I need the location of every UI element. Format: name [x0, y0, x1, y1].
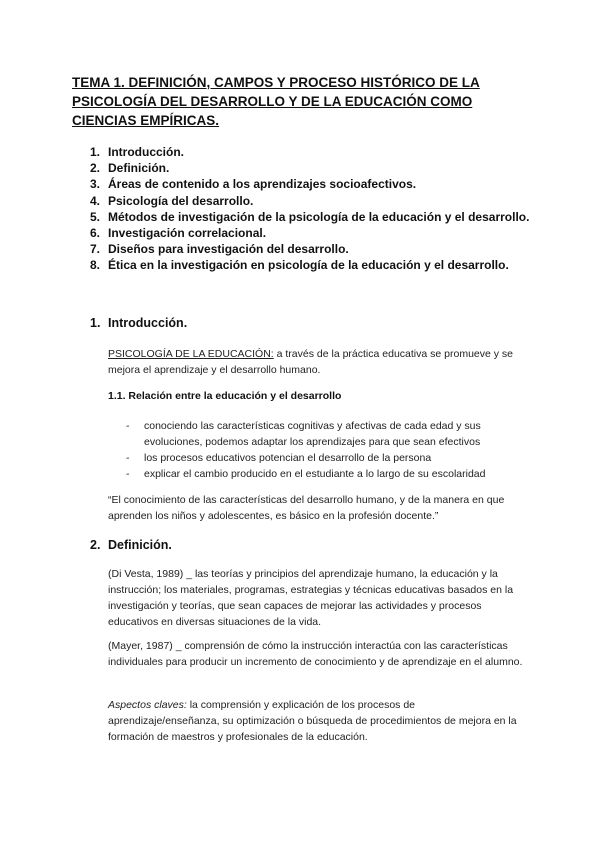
definition-text: a través de la práctica educativa se promueve y se mejora el aprendizaje y el desarrollo humano. [108, 348, 514, 376]
document-title: TEMA 1. DEFINICIÓN, CAMPOS Y PROCESO HISTÓRICO DE LA PSICOLOGÍA DEL DESARROLLO Y DE LA EDUCACIÓN COMO CIENCIAS EMPÍRICAS. [72, 75, 480, 128]
toc-text: Diseños para investigación del desarrollo. [108, 242, 349, 257]
list-item [126, 418, 526, 450]
bullet-text: los procesos educativos potencian el desarrollo de la persona [144, 452, 432, 464]
toc-item [90, 241, 530, 257]
key-aspects-text: la comprensión y explicación de los procesos de aprendizaje/enseñanza, su optimización o búsqueda de procedimientos de mejora en la formación de maestros y profesionales de la educación. [108, 699, 517, 743]
toc-number: 4. [90, 193, 101, 208]
toc-item [90, 193, 530, 209]
list-item [126, 450, 526, 466]
toc-item [90, 144, 530, 160]
bullet-marker: - [126, 452, 130, 464]
bullet-marker: - [126, 420, 130, 432]
toc-item [90, 257, 530, 273]
subsection-heading: 1.1. Relación entre la educación y el desarrollo [108, 390, 342, 402]
section-1-heading [90, 316, 187, 330]
toc-item [90, 176, 530, 192]
bullet-list [126, 418, 526, 482]
toc-number: 5. [90, 209, 101, 224]
toc-item [90, 209, 530, 225]
mayer-paragraph: (Mayer, 1987) _ comprensión de cómo la instrucción interactúa con las características individuales para producir un incremento de conocimiento y de aprendizaje en el alumno. [108, 640, 523, 668]
section-2-heading [90, 538, 172, 552]
toc-number: 7. [90, 242, 101, 257]
key-aspects-label: Aspectos claves: [108, 699, 187, 711]
toc-number: 1. [90, 145, 101, 159]
toc-text: Investigación correlacional. [108, 226, 267, 241]
bullet-text: explicar el cambio producido en el estudiante a lo largo de su escolaridad [144, 468, 486, 480]
key-aspects-paragraph [108, 697, 528, 745]
toc-text: Introducción. [108, 145, 184, 159]
definition-paragraph [108, 346, 528, 378]
toc-item [90, 225, 530, 241]
toc-text: Psicología del desarrollo. [108, 193, 254, 208]
toc-item [90, 160, 530, 176]
section-number: 1. [90, 316, 101, 330]
toc-text: Áreas de contenido a los aprendizajes socioafectivos. [108, 177, 417, 192]
toc-number: 8. [90, 258, 101, 273]
bullet-text: conociendo las características cognitivas y afectivas de cada edad y sus evoluciones, podemos adaptar los aprendizajes para que sean efectivos [144, 420, 481, 448]
toc-number: 2. [90, 161, 101, 176]
toc-number: 3. [90, 177, 101, 192]
divesta-paragraph: (Di Vesta, 1989) _ las teorías y principios del aprendizaje humano, la educación y la instrucción; los materiales, programas, estrategias y técnicas educativas basados en la investigación y teorías, que sean capaces de mejorar las actividades y procesos educativos en diversas situaciones de la vida. [108, 568, 514, 628]
list-item [126, 466, 526, 482]
section-title: Definición. [108, 538, 172, 552]
toc-text: Métodos de investigación de la psicología de la educación y el desarrollo. [108, 209, 530, 224]
toc-text: Definición. [108, 161, 170, 176]
section-number: 2. [90, 538, 101, 552]
bullet-marker: - [126, 468, 130, 480]
section-title: Introducción. [108, 316, 188, 330]
toc-text: Ética en la investigación en psicología de la educación y el desarrollo. [108, 258, 509, 273]
quote-paragraph: “El conocimiento de las características del desarrollo humano, y de la manera en que aprenden los niños y adolescentes, es básico en la profesión docente.” [108, 494, 505, 522]
definition-term: PSICOLOGÍA DE LA EDUCACIÓN: [108, 348, 274, 360]
toc-number: 6. [90, 226, 101, 241]
table-of-contents [90, 144, 530, 274]
